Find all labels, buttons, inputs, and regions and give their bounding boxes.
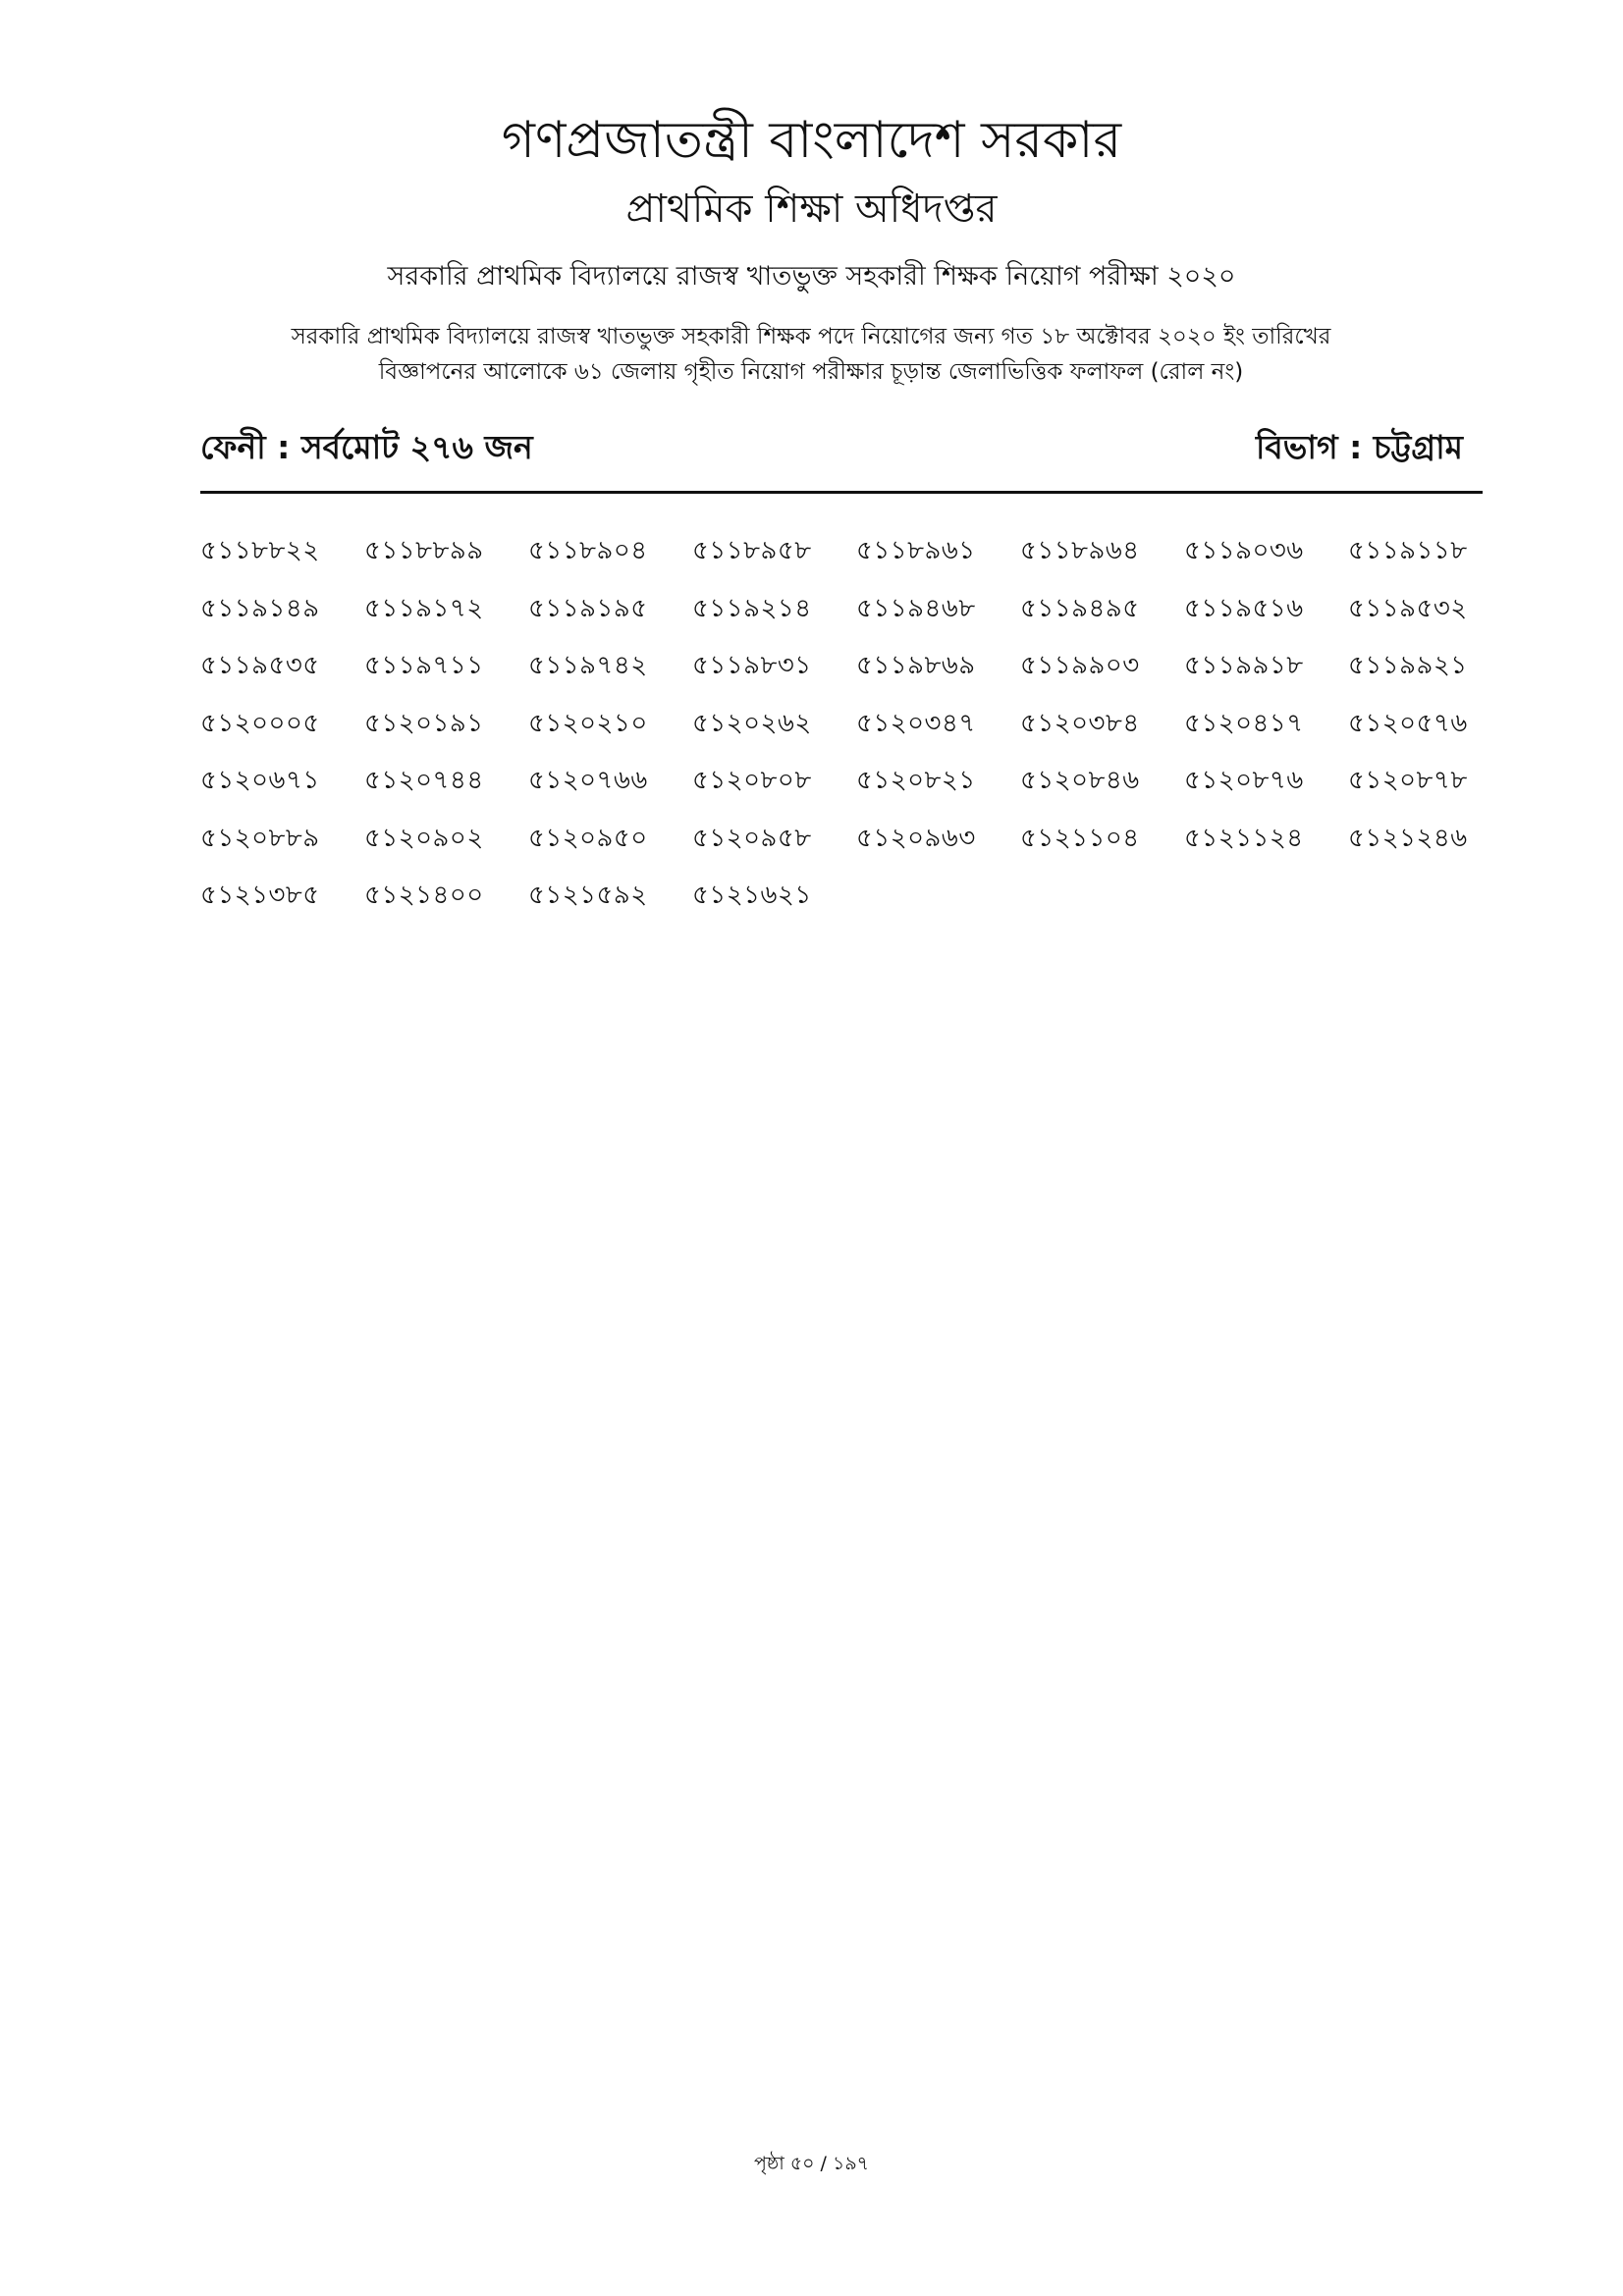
district-total: ফেনী : সর্বমোট ২৭৬ জন xyxy=(200,428,533,466)
roll-number: ৫১১৯৪৬৮ xyxy=(856,593,976,623)
roll-number: ৫১২১১০৪ xyxy=(1020,823,1140,853)
roll-number: ৫১১৮৮৯৯ xyxy=(364,536,484,565)
roll-number: ৫১২০৯৫০ xyxy=(528,823,648,853)
roll-number: ৫১১৯৫১৬ xyxy=(1184,593,1304,623)
roll-number: ৫১২০৬৭১ xyxy=(200,766,320,795)
division-name: বিভাগ : চট্টগ্রাম xyxy=(1255,428,1463,466)
roll-number: ৫১১৯১৪৯ xyxy=(200,593,320,623)
department-title: প্রাথমিক শিক্ষা অধিদপ্তর xyxy=(625,187,998,232)
roll-number: ৫১১৯৯০৩ xyxy=(1020,651,1140,680)
district-header-row xyxy=(200,422,1483,473)
roll-number: ৫১১৮৯০৪ xyxy=(528,536,648,565)
roll-number: ৫১২১৪০০ xyxy=(364,881,484,910)
description-line-1: সরকারি প্রাথমিক বিদ্যালয়ে রাজস্ব খাতভুক্ত সহকারী শিক্ষক পদে নিয়োগের জন্য গত ১৮ অক্টোবর ২০২০ ইং তারিখের xyxy=(291,324,1331,349)
roll-number: ৫১১৮৮২২ xyxy=(200,536,320,565)
roll-number: ৫১১৯৮৬৯ xyxy=(856,651,976,680)
roll-number: ৫১২১৫৯২ xyxy=(528,881,648,910)
roll-number: ৫১২১৩৮৫ xyxy=(200,881,320,910)
roll-number-grid xyxy=(200,530,1496,933)
roll-number: ৫১১৯১৯৫ xyxy=(528,593,648,623)
roll-number: ৫১১৯৯১৮ xyxy=(1184,651,1304,680)
roll-number: ৫১২০০০৫ xyxy=(200,708,320,738)
roll-number: ৫১১৮৯৬১ xyxy=(856,536,976,565)
roll-number: ৫১২০৮৭৮ xyxy=(1348,766,1468,795)
roll-number: ৫১১৯৮৩১ xyxy=(692,651,812,680)
roll-number: ৫১২১২৪৬ xyxy=(1348,823,1468,853)
roll-number: ৫১১৯২১৪ xyxy=(692,593,812,623)
roll-number: ৫১২০৯৫৮ xyxy=(692,823,812,853)
roll-number: ৫১২০১৯১ xyxy=(364,708,484,738)
roll-number: ৫১১৮৯৫৮ xyxy=(692,536,812,565)
roll-number: ৫১১৯১১৮ xyxy=(1348,536,1468,565)
roll-number: ৫১২০৩৪৭ xyxy=(856,708,976,738)
roll-number: ৫১২০৭৪৪ xyxy=(364,766,484,795)
roll-number: ৫১২০৮২১ xyxy=(856,766,976,795)
roll-number: ৫১২০৮০৮ xyxy=(692,766,812,795)
roll-number: ৫১২১৬২১ xyxy=(692,881,812,910)
roll-number: ৫১১৯৭১১ xyxy=(364,651,484,680)
description-line-2: বিজ্ঞাপনের আলোকে ৬১ জেলায় গৃহীত নিয়োগ পরীক্ষার চূড়ান্ত জেলাভিত্তিক ফলাফল (রোল নং) xyxy=(378,359,1244,385)
roll-number: ৫১২০৯৬৩ xyxy=(856,823,976,853)
roll-number: ৫১১৯৭৪২ xyxy=(528,651,648,680)
roll-number: ৫১২০৪১৭ xyxy=(1184,708,1304,738)
roll-number: ৫১১৯৪৯৫ xyxy=(1020,593,1140,623)
roll-number: ৫১১৮৯৬৪ xyxy=(1020,536,1140,565)
roll-number: ৫১১৯০৩৬ xyxy=(1184,536,1304,565)
roll-number: ৫১২০৮৪৬ xyxy=(1020,766,1140,795)
roll-number: ৫১২০৭৬৬ xyxy=(528,766,648,795)
roll-number: ৫১২০৩৮৪ xyxy=(1020,708,1140,738)
header-divider xyxy=(200,491,1483,494)
roll-number: ৫১১৯১৭২ xyxy=(364,593,484,623)
roll-number: ৫১২০২১০ xyxy=(528,708,648,738)
roll-number: ৫১২০২৬২ xyxy=(692,708,812,738)
roll-number: ৫১২১১২৪ xyxy=(1184,823,1304,853)
result-description xyxy=(222,319,1400,390)
page-number: পৃষ্ঠা ৫০ / ১৯৭ xyxy=(754,2153,869,2174)
roll-number: ৫১২০৯০২ xyxy=(364,823,484,853)
government-title: গণপ্রজাতন্ত্রী বাংলাদেশ সরকার xyxy=(501,111,1122,170)
roll-number: ৫১২০৫৭৬ xyxy=(1348,708,1468,738)
exam-title: সরকারি প্রাথমিক বিদ্যালয়ে রাজস্ব খাতভুক্ত সহকারী শিক্ষক নিয়োগ পরীক্ষা ২০২০ xyxy=(387,261,1236,292)
roll-number: ৫১২০৮৮৯ xyxy=(200,823,320,853)
roll-number: ৫১১৯৫৩৫ xyxy=(200,651,320,680)
roll-number: ৫১১৯৯২১ xyxy=(1348,651,1468,680)
roll-number: ৫১২০৮৭৬ xyxy=(1184,766,1304,795)
roll-number: ৫১১৯৫৩২ xyxy=(1348,593,1468,623)
